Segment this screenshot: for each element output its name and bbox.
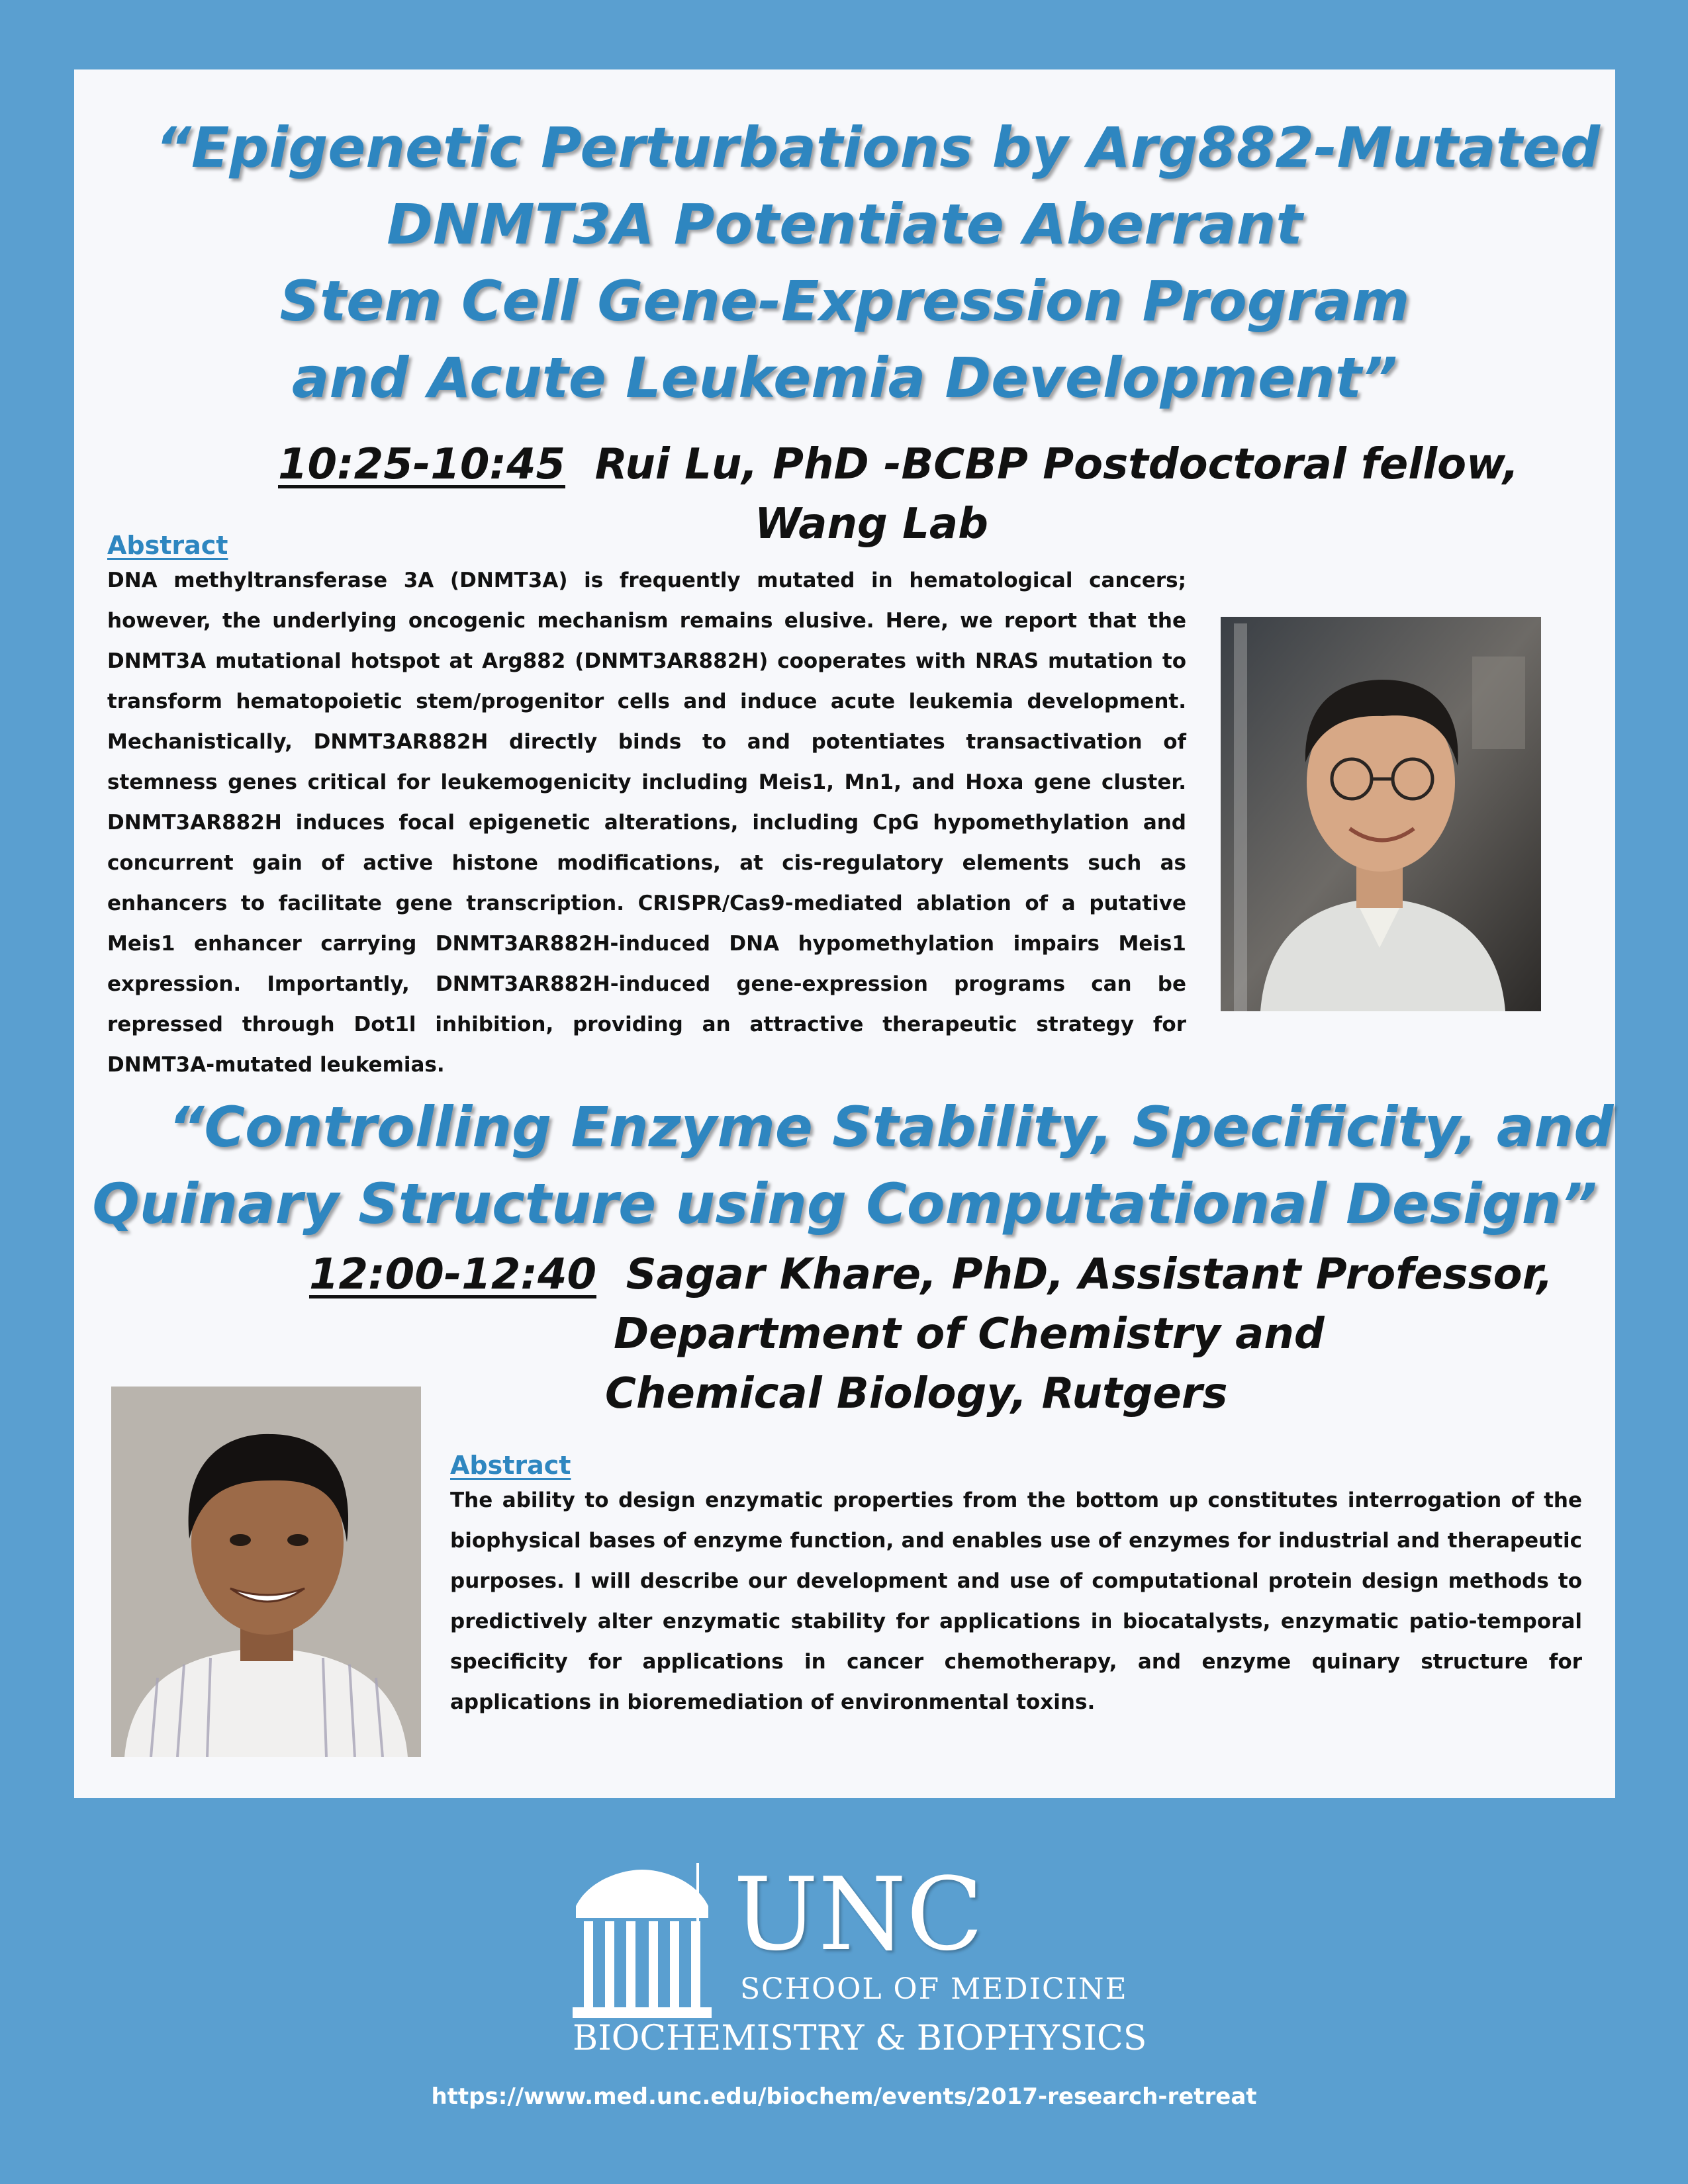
logo-school: SCHOOL OF MEDICINE <box>740 1972 1128 2006</box>
talk1-speaker-line2: Wang Lab <box>755 500 988 549</box>
talk2-abstract-text: The ability to design enzymatic properties from the bottom up constitutes interrogation of the biophysical bases of enzyme function, and enables use of enzymes for industrial and therapeutic purposes. I will describe our development and use of computational protein design methods to predictively alter enzymatic stability for applications in biocatalysts, enzymatic patio-temporal specificity for applications in cancer chemotherapy, and enzyme quinary structure for applications in bioremediation of environmental toxins. <box>450 1488 1582 1714</box>
talk2-abstract-heading: Abstract <box>450 1451 571 1480</box>
logo-department: BIOCHEMISTRY & BIOPHYSICS <box>573 2019 1147 2058</box>
talk2-title-line: “Controlling Enzyme Stability, Specificity, and <box>168 1095 1614 1160</box>
talk1-abstract-text: DNA methyltransferase 3A (DNMT3A) is frequently mutated in hematological cancers; however, the underlying oncogenic mechanism remains elusive. Here, we report that the DNMT3A mutational hotspot at Arg882 (DNMT3AR882H) cooperates with NRAS mutation to transform hematopoietic stem/progenitor cells and induce acute leukemia development. Mechanistically, DNMT3AR882H directly binds to and potentiates transactivation of stemness genes critical for leukemogenicity including Meis1, Mn1, and Hoxa gene cluster. DNMT3AR882H induces focal epigenetic alterations, including CpG hypomethylation and concurrent gain of active histone modifications, at cis-regulatory elements such as enhancers to facilitate gene transcription. CRISPR/Cas9-mediated ablation of a putative Meis1 enhancer carrying DNMT3AR882H-induced DNA hypomethylation impairs Meis1 expression. Importantly, DNMT3AR882H-induced gene-expression programs can be repressed through Dot1l inhibition, providing an attractive therapeutic strategy for DNMT3A-mutated leukemias. <box>107 569 1186 1077</box>
talk2-title-line: Quinary Structure using Computational Design” <box>92 1171 1597 1236</box>
talk1-speaker-name: Rui Lu, PhD -BCBP Postdoctoral fellow, <box>594 440 1519 489</box>
talk1-time: 10:25-10:45 <box>278 440 565 489</box>
talk1-title-line: “Epigenetic Perturbations by Arg882-Mutated <box>155 115 1601 180</box>
talk1-title-line: Stem Cell Gene-Expression Program <box>279 269 1410 334</box>
talk2-speaker-line2: Department of Chemistry and <box>614 1310 1325 1359</box>
talk2-time: 12:00-12:40 <box>309 1250 596 1299</box>
talk1-abstract-heading: Abstract <box>107 531 228 560</box>
footer-url[interactable]: https://www.med.unc.edu/biochem/events/2017-research-retreat <box>431 2083 1257 2110</box>
logo-brand: UNC <box>733 1856 984 1973</box>
talk1-title-line: and Acute Leukemia Development” <box>291 345 1398 410</box>
talk1-title-line: DNMT3A Potentiate Aberrant <box>387 192 1303 257</box>
talk2-speaker-line3: Chemical Biology, Rutgers <box>605 1369 1228 1418</box>
talk2-speaker-name: Sagar Khare, PhD, Assistant Professor, <box>626 1250 1554 1299</box>
